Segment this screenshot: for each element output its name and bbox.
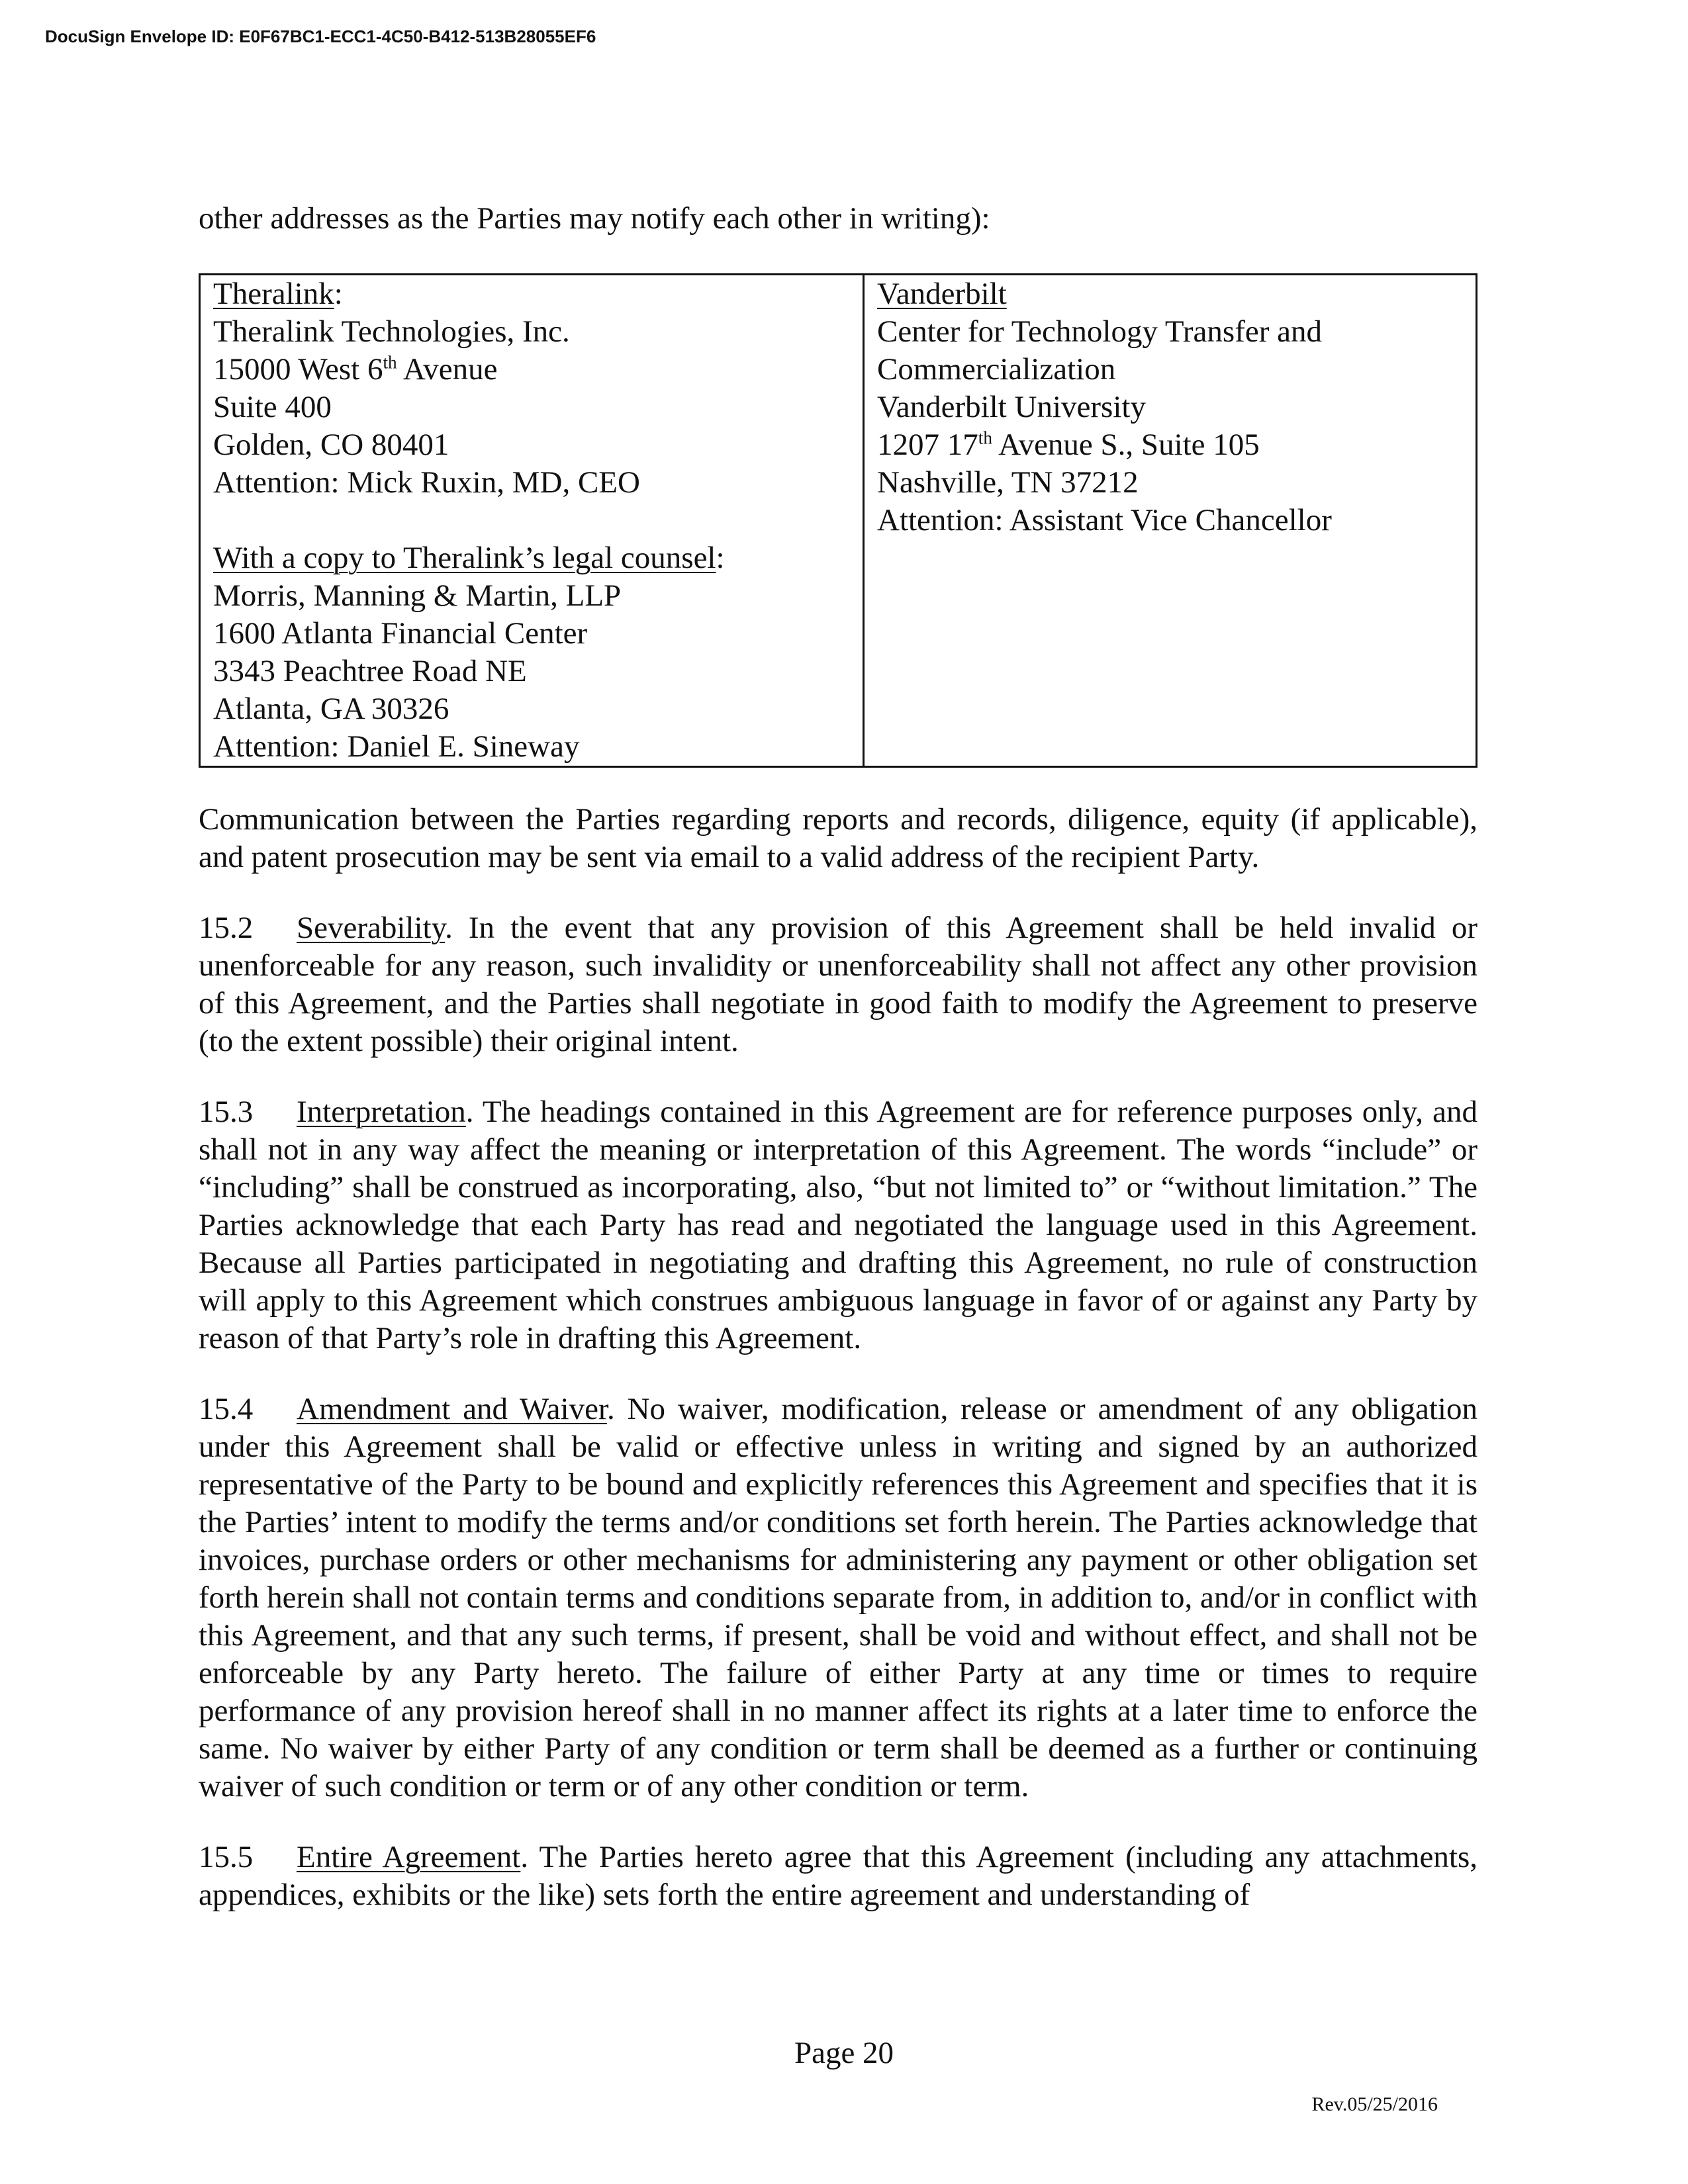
- section-body: . The headings contained in this Agreement are for reference purposes only, and shall not in any way affect the meaning or interpretation of this Agreement. The words “include” or “including” shall be construed as incorporating, also, “but not limited to” or “without limitation.” The Parties acknowledge that each Party has read and negotiated the language used in this Agreement. Because all Parties participated in negotiating and drafting this Agreement, no rule of construction will apply to this Agreement which construes ambiguous language in favor of or against any Party by reason of that Party’s role in drafting this Agreement.: [199, 1095, 1477, 1355]
- intro-text: other addresses as the Parties may notify each other in writing):: [199, 201, 990, 236]
- vanderbilt-street: [877, 426, 1468, 464]
- counsel-street: 3343 Peachtree Road NE: [213, 654, 527, 688]
- vanderbilt-heading-label: Vanderbilt: [877, 277, 1007, 311]
- counsel-attention: Attention: Daniel E. Sineway: [213, 729, 580, 764]
- theralink-suite: Suite 400: [213, 390, 332, 424]
- section-body: . In the event that any provision of this Agreement shall be held invalid or unenforceable for any reason, such invalidity or unenforceability shall not affect any other provision of this Agreement, and the Parties shall negotiate in good faith to modify the Agreement to preserve (to the extent possible) their original intent.: [199, 911, 1477, 1058]
- section-number: 15.2: [199, 911, 254, 945]
- section-15-2: [199, 909, 1477, 1060]
- vanderbilt-city: Nashville, TN 37212: [877, 465, 1139, 500]
- section-15-3: [199, 1093, 1477, 1357]
- communication-paragraph: Communication between the Parties regarding reports and records, diligence, equity (if applicable), and patent prosecution may be sent via email to a valid address of the recipient Party.: [199, 802, 1477, 874]
- section-body: . The Parties hereto agree that this Agreement (including any attachments, appendices, exhibits or the like) sets forth the entire agreement and understanding of: [199, 1840, 1477, 1912]
- section-15-4: [199, 1390, 1477, 1805]
- notice-address-table: [199, 273, 1477, 768]
- theralink-company: Theralink Technologies, Inc.: [213, 314, 570, 349]
- theralink-city: Golden, CO 80401: [213, 428, 449, 462]
- vanderbilt-street-name: Avenue S., Suite 105: [992, 428, 1260, 462]
- section-title: Entire Agreement: [297, 1840, 521, 1874]
- vanderbilt-line-2: Commercialization: [877, 352, 1116, 387]
- vanderbilt-street-ordinal: th: [978, 428, 992, 448]
- theralink-heading-label: Theralink: [213, 277, 334, 311]
- section-15-5: [199, 1839, 1477, 1914]
- legal-counsel-heading-label: With a copy to Theralink’s legal counsel: [213, 541, 716, 575]
- counsel-firm: Morris, Manning & Martin, LLP: [213, 578, 622, 613]
- page-number: Page 20: [794, 2036, 894, 2070]
- vanderbilt-attention: Attention: Assistant Vice Chancellor: [877, 503, 1332, 537]
- legal-counsel-heading: [213, 539, 855, 577]
- revision-date: Rev.05/25/2016: [1311, 2093, 1438, 2115]
- legal-counsel-heading-colon: :: [716, 541, 725, 575]
- counsel-center: 1600 Atlanta Financial Center: [213, 616, 588, 651]
- theralink-address-cell: [200, 275, 864, 767]
- section-title: Amendment and Waiver: [297, 1392, 607, 1426]
- section-title: Severability: [297, 911, 445, 945]
- theralink-heading: [213, 275, 855, 313]
- theralink-street-name: Avenue: [397, 352, 498, 387]
- spacer-line: [213, 502, 855, 539]
- section-title: Interpretation: [297, 1095, 466, 1129]
- docusign-envelope-id: DocuSign Envelope ID: E0F67BC1-ECC1-4C50-B412-513B28055EF6: [45, 26, 596, 46]
- section-number: 15.5: [199, 1840, 254, 1874]
- theralink-heading-colon: :: [334, 277, 343, 311]
- vanderbilt-address-cell: [864, 275, 1477, 767]
- theralink-attention: Attention: Mick Ruxin, MD, CEO: [213, 465, 640, 500]
- counsel-city: Atlanta, GA 30326: [213, 692, 449, 726]
- section-number: 15.4: [199, 1392, 254, 1426]
- vanderbilt-line-3: Vanderbilt University: [877, 390, 1146, 424]
- vanderbilt-line-1: Center for Technology Transfer and: [877, 314, 1322, 349]
- vanderbilt-heading: [877, 275, 1468, 313]
- theralink-street-ordinal: th: [383, 352, 397, 373]
- section-body: . No waiver, modification, release or amendment of any obligation under this Agreement shall be valid or effective unless in writing and signed by an authorized representative of the Party to be bound and explicitly references this Agreement and specifies that it is the Parties’ intent to modify the terms and/or conditions set forth herein. The Parties acknowledge that invoices, purchase orders or other mechanisms for administering any payment or other obligation set forth herein shall not contain terms and conditions separate from, in addition to, and/or in conflict with this Agreement, and that any such terms, if present, shall be void and without effect, and shall not be enforceable by any Party hereto. The failure of either Party at any time or times to require performance of any provision hereof shall in no manner affect its rights at a later time to enforce the same. No waiver by either Party of any condition or term shall be deemed as a further or continuing waiver of such condition or term or of any other condition or term.: [199, 1392, 1477, 1803]
- theralink-street-number: 15000 West 6: [213, 352, 383, 387]
- section-number: 15.3: [199, 1095, 254, 1129]
- document-page: [199, 200, 1477, 1914]
- theralink-street: [213, 351, 855, 388]
- vanderbilt-street-number: 1207 17: [877, 428, 978, 462]
